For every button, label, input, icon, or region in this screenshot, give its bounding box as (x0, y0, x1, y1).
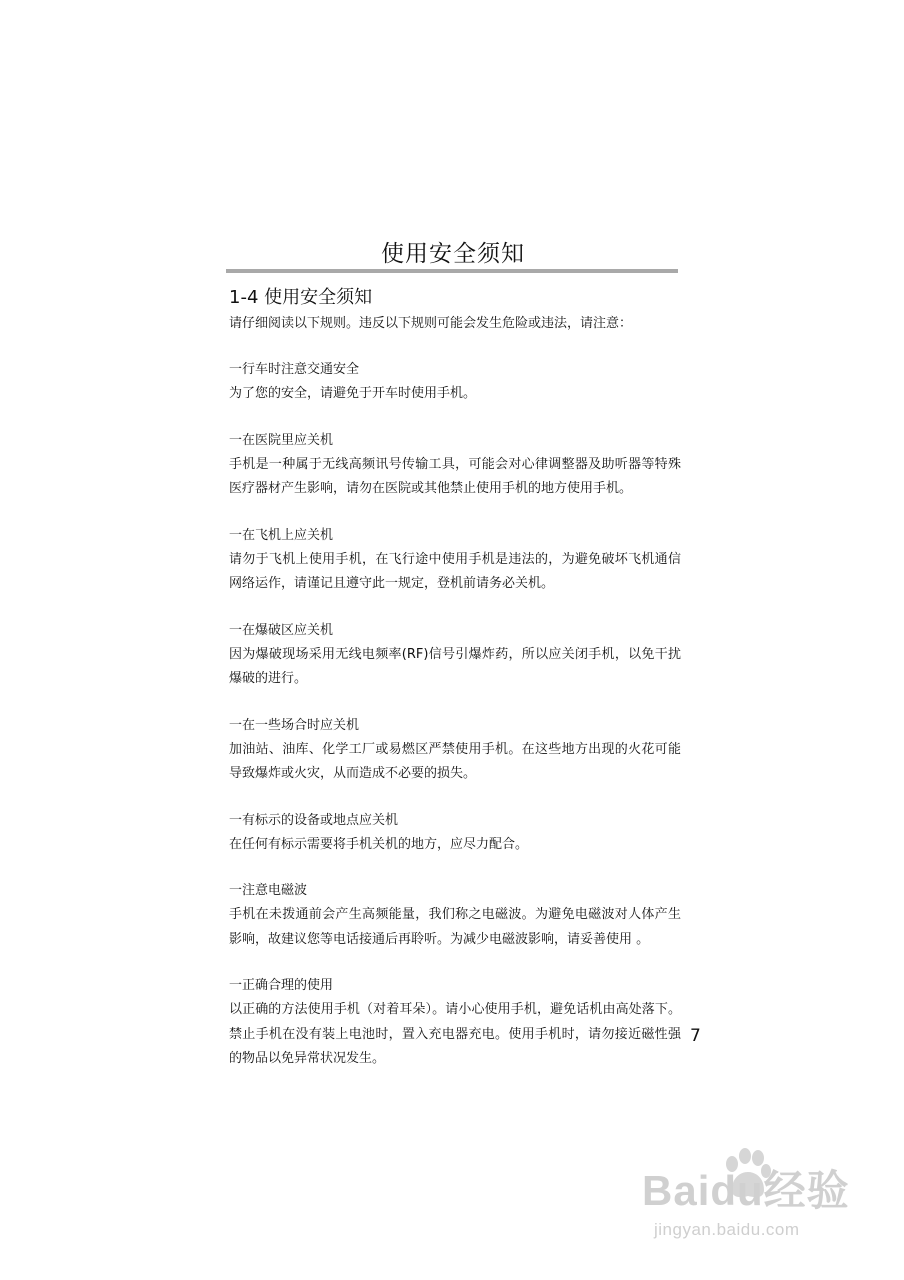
rule-proper-use (229, 974, 681, 1072)
rule-title: 一在飞机上应关机 (229, 527, 334, 543)
rule-hospital (229, 429, 681, 502)
rule-title: 一正确合理的使用 (229, 978, 334, 993)
baidu-watermark (636, 1142, 866, 1242)
rule-electromagnetic-waves (229, 879, 681, 952)
rule-marked-locations (229, 809, 681, 858)
rule-title: 一在爆破区应关机 (229, 622, 334, 638)
rule-body: 为了您的安全，请避免于开车时使用手机。 (229, 386, 477, 401)
rule-hazardous-places (229, 714, 681, 787)
watermark-logo-text: Baidu经验 (642, 1167, 850, 1214)
page-title: 使用安全须知 (381, 241, 525, 267)
rule-body: 因为爆破现场采用无线电频率(RF)信号引爆炸药，所以应关闭手机，以免干扰爆破的进行。 (229, 646, 681, 686)
rule-body: 在任何有标示需要将手机关机的地方，应尽力配合。 (229, 836, 529, 852)
rule-body: 手机是一种属于无线高频讯号传输工具，可能会对心律调整器及助听器等特殊医疗器材产生影响，请勿在医院或其他禁止使用手机的地方使用手机。 (229, 456, 681, 496)
rule-traffic (229, 358, 681, 407)
rule-blasting-area (229, 619, 681, 692)
rule-body: 手机在未拨通前会产生高频能量，我们称之电磁波。为避免电磁波对人体产生影响，故建议您等电话接通后再聆听。为减少电磁波影响，请妥善使用 。 (229, 907, 681, 947)
rule-aircraft (229, 524, 681, 597)
rule-title: 一在一些场合时应关机 (229, 717, 360, 733)
rule-body: 请勿于飞机上使用手机，在飞行途中使用手机是违法的，为避免破坏飞机通信网络运作，请谨记且遵守此一规定，登机前请务必关机。 (229, 551, 681, 591)
intro-text: 请仔细阅读以下规则。违反以下规则可能会发生危险或违法，请注意： (229, 316, 633, 331)
page-number: 7 (690, 1026, 701, 1046)
rule-title: 一注意电磁波 (229, 883, 308, 898)
rule-title: 一有标示的设备或地点应关机 (229, 812, 399, 828)
watermark-url: jingyan.baidu.com (654, 1220, 800, 1239)
rule-title: 一行车时注意交通安全 (229, 362, 360, 377)
section-heading: 1-4 使用安全须知 (229, 287, 373, 308)
rule-title: 一在医院里应关机 (229, 432, 334, 448)
content-body (229, 286, 681, 1072)
rule-body: 加油站、油库、化学工厂或易燃区严禁使用手机。在这些地方出现的火花可能导致爆炸或火灾，从而造成不必要的损失。 (229, 741, 681, 781)
title-divider (226, 269, 678, 273)
rule-body: 以正确的方法使用手机（对着耳朵）。请小心使用手机，避免话机由高处落下。禁止手机在没有装上电池时，置入充电器充电。使用手机时，请勿接近磁性强的物品以免异常状况发生。 (229, 1002, 681, 1066)
